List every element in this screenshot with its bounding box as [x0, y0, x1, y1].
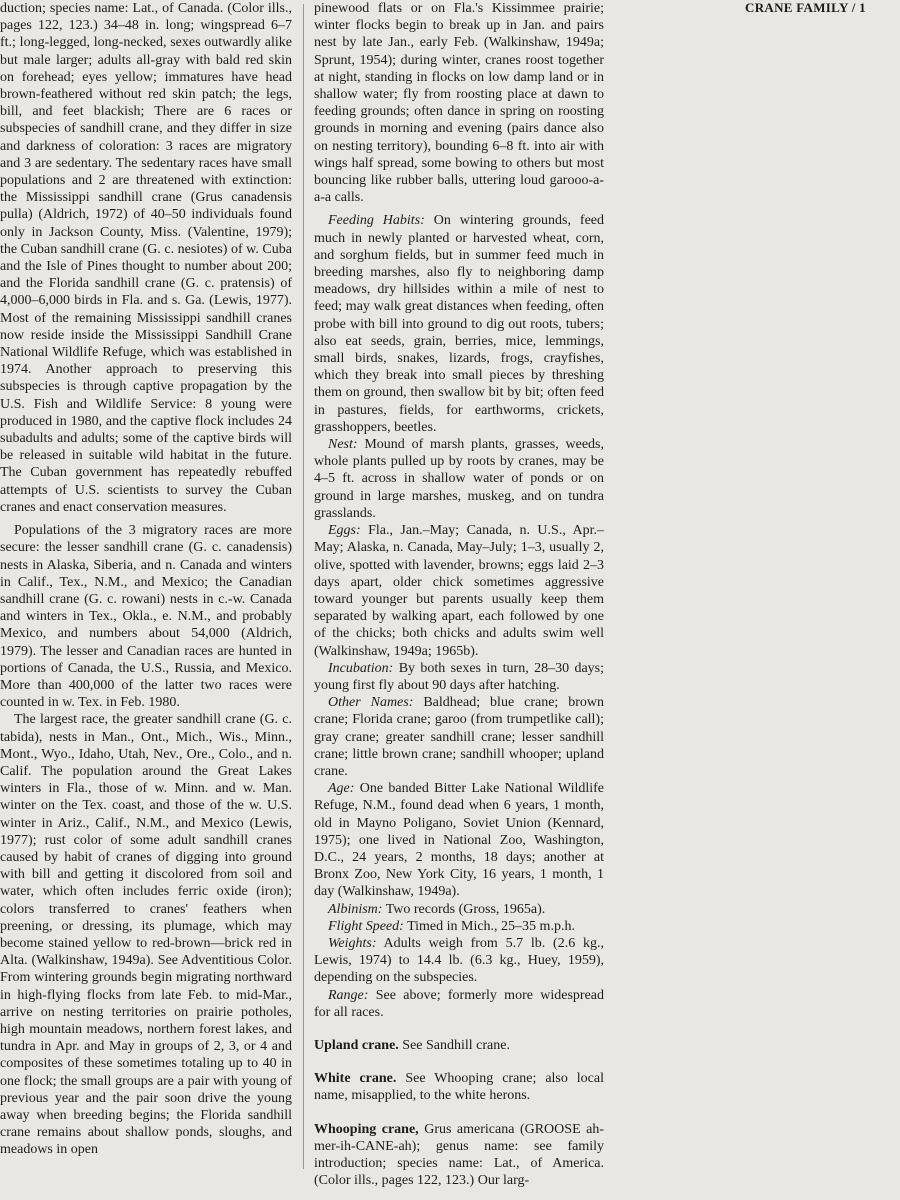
feeding-label: Feeding Habits: [328, 213, 425, 229]
section-weights [314, 935, 604, 987]
albinism-text: Two records (Gross, 1965a). [385, 901, 546, 917]
upland-crane-heading: Upland crane. [314, 1037, 399, 1053]
paragraph-greater-sandhill: The largest race, the greater sandhill crane (G. c. tabida), nests in Man., Ont., Mich., Wis., Minn., Mont., Wyo., Idaho, Utah, Nev., Ore., Colo., and n. Calif. The population around the Great Lakes winters in Fla., those of w. Minn. and w. Man. winter on the Tex. coast, and those of the w. U.S. winter in Ariz., Calif., N.M., and Mexico (Lewis, 1977); rust color of some adult sandhill cranes caused by habit of cranes of digging into ground with bill and getting it discolored from soil and water, which often includes ferric oxide (iron); colors transferred to cranes' feathers when preening, or dressing, its plumage, which may become stained yellow to red-brown—brick red in Alta. (Walkinshaw, 1949a). See Adventitious Color. From wintering grounds begin migrating northward in high-flying flocks from late Feb. to mid-Mar., arrive on nesting territories on prairie potholes, high mountain meadows, northern forest lakes, and tundra in Apr. and May in groups of 2, 3, or 4 and composites of these sometimes totaling up to 40 in one flock; the small groups are a pair with young of previous year and the pair soon drive the young away when breeding begins; the Florida sandhill crane remains about shallow ponds, sloughs, and meadows in open [0, 712, 292, 1158]
feeding-text: On wintering grounds, feed much in newly planted or harvested wheat, corn, and sorghum fields, but in summer feed much in breeding marshes, also fly to neighboring damp meadows, dry hillsides within a mile of nest to feed; may walk great distances when feeding, often probe with bill into ground to dig out roots, tubers; also eat seeds, grain, berries, mice, lemmings, small birds, snakes, lizards, frogs, crayfishes, which they break into small pieces by threshing them on ground, then swallow bit by bit; often feed in pastures, fields, for earthworms, crickets, grasshoppers, beetles. [314, 213, 605, 435]
section-eggs [314, 522, 604, 660]
flight-speed-label: Flight Speed: [328, 918, 404, 934]
nest-label: Nest: [328, 437, 358, 453]
incubation-label: Incubation: [328, 660, 394, 676]
column-divider [303, 4, 304, 1169]
section-range [314, 987, 604, 1021]
upland-crane-text: See Sandhill crane. [402, 1037, 510, 1053]
paragraph-migratory-races: Populations of the 3 migratory races are more secure: the lesser sandhill crane (G. c. canadensis) nests in Alaska, Siberia, and n. Canada and winters in Calif., Tex., N.M., and Mexico; the Canadian sandhill crane (G. c. rowani) nests in c.-w. Canada and winters in Tex., Okla., e. N.M., and probably Mexico, and numbers about 54,000 (Aldrich, 1979). The lesser and Canadian races are hunted in portions of Canada, the U.S., Russia, and Mexico. More than 400,000 of the latter two races were counted in w. Tex. in Feb. 1980. [0, 523, 292, 711]
section-age [314, 780, 604, 900]
age-label: Age: [328, 781, 355, 797]
section-incubation [314, 660, 604, 694]
whooping-crane-heading: Whooping crane, [314, 1121, 419, 1137]
range-text: See above; formerly more widespread for all races. [314, 987, 605, 1020]
entry-whooping-crane [314, 1121, 604, 1190]
column-left [0, 0, 292, 1159]
entry-upland-crane [314, 1037, 604, 1054]
white-crane-text: See Whooping crane; also local name, misapplied, to the white herons. [314, 1071, 605, 1104]
section-other-names [314, 694, 604, 780]
eggs-label: Eggs: [328, 523, 361, 539]
paragraph-sandhill-races: duction; species name: Lat., of Canada. (Color ills., pages 122, 123.) 34–48 in. long; wingspread 6–7 ft.; long-legged, long-necked, sexes outwardly alike but male larger; adults all-gray with bald red skin on forehead; eyes yellow; immatures have head brown-feathered without red skin patch; the legs, bill, and feet blackish; There are 6 races or subspecies of sandhill crane, and they differ in size and darkness of coloration: 3 races are migratory and 3 are sedentary. The sedentary races have small populations and 2 are threatened with extinction: the Mississippi sandhill crane (Grus canadensis pulla) (Aldrich, 1972) of 40–50 individuals found only in Jackson County, Miss. (Valentine, 1979); the Cuban sandhill crane (G. c. nesiotes) of w. Cuba and the Isle of Pines thought to number about 200; and the Florida sandhill crane (G. c. pratensis) of 4,000–6,000 birds in Fla. and s. Ga. (Lewis, 1977). Most of the remaining Mississippi sandhill cranes now reside inside the Mississippi Sandhill Crane National Wildlife Refuge, which was established in 1974. Another approach to preserving this subspecies is through captive propagation by the U.S. Fish and Wildlife Service: 8 young were produced in 1980, and the captive flock includes 24 subadults and adults; some of the captive birds will be released in suitable wild habitat in the future. The Cuban government has repeatedly rebuffed attempts of U.S. scientists to survey the Cuban cranes and enact conservation measures. [0, 1, 292, 515]
albinism-label: Albinism: [328, 901, 383, 917]
nest-text: Mound of marsh plants, grasses, weeds, whole plants pulled up by roots by cranes, may be 4–5 ft. across in shallow water of ponds or on ground in large marshes, muskeg, and on tundra grasslands. [314, 437, 605, 521]
entry-white-crane [314, 1070, 604, 1104]
column-middle [314, 0, 604, 1189]
section-nest [314, 436, 604, 522]
other-names-text: Baldhead; blue crane; brown crane; Florida crane; garoo (from trumpetlike call); gray crane; greater sandhill crane; lesser sandhill crane; little brown crane; sandhill whooper; upland crane. [314, 695, 605, 779]
whooping-crane-text: Grus americana (GROOSE ah-mer-ih-CANE-ah); genus name: see family introduction; species name: Lat., of America. (Color ills., pages 122, 123.) Our larg- [314, 1121, 604, 1189]
age-text: One banded Bitter Lake National Wildlife Refuge, N.M., found dead when 6 years, 1 month, old in Mayno Poligano, Soviet Union (Kennard, 1975); one lived in National Zoo, Washington, D.C., 24 years, 2 months, 18 days; another at Bronx Zoo, New York City, 16 years, 1 month, 1 day (Walkinshaw, 1949a). [314, 781, 605, 900]
range-label: Range: [328, 987, 369, 1003]
other-names-label: Other Names: [328, 695, 414, 711]
weights-text: Adults weigh from 5.7 lb. (2.6 kg., Lewis, 1974) to 14.4 lb. (6.3 kg., Huey, 1959), depending on the subspecies. [314, 935, 604, 986]
eggs-text: Fla., Jan.–May; Canada, n. U.S., Apr.–May; Alaska, n. Canada, May–July; 1–3, usually 2, olive, spotted with lavender, browns; eggs laid 2–3 days apart, older chick sometimes aggressive toward younger but parents usually keep them separated by walking apart, each followed by one of the chicks; both chicks and adults swim well (Walkinshaw, 1949a; 1965b). [314, 523, 604, 659]
running-head: CRANE FAMILY / 1 [745, 0, 866, 15]
section-feeding-habits [314, 212, 604, 436]
section-flight-speed [314, 918, 604, 935]
white-crane-heading: White crane. [314, 1071, 397, 1087]
incubation-text: By both sexes in turn, 28–30 days; young first fly about 90 days after hatching. [314, 660, 604, 693]
section-albinism [314, 901, 604, 918]
paragraph-winter-habits: pinewood flats or on Fla.'s Kissimmee prairie; winter flocks begin to break up in Jan. and pairs nest by late Jan., early Feb. (Walkinshaw, 1949a; Sprunt, 1954); during winter, cranes roost together at night, standing in flocks on low damp land or in shallow water; fly from roosting place at dawn to feeding grounds; often dance in spring on roosting grounds in morning and evening (pairs dance also on nesting territory), bounding 6–8 ft. into air with wings half spread, some bowing to others but most bouncing like rubber balls, uttering loud garooo-a-a-a calls. [314, 1, 604, 206]
weights-label: Weights: [328, 935, 377, 951]
flight-speed-text: Timed in Mich., 25–35 m.p.h. [407, 918, 575, 934]
